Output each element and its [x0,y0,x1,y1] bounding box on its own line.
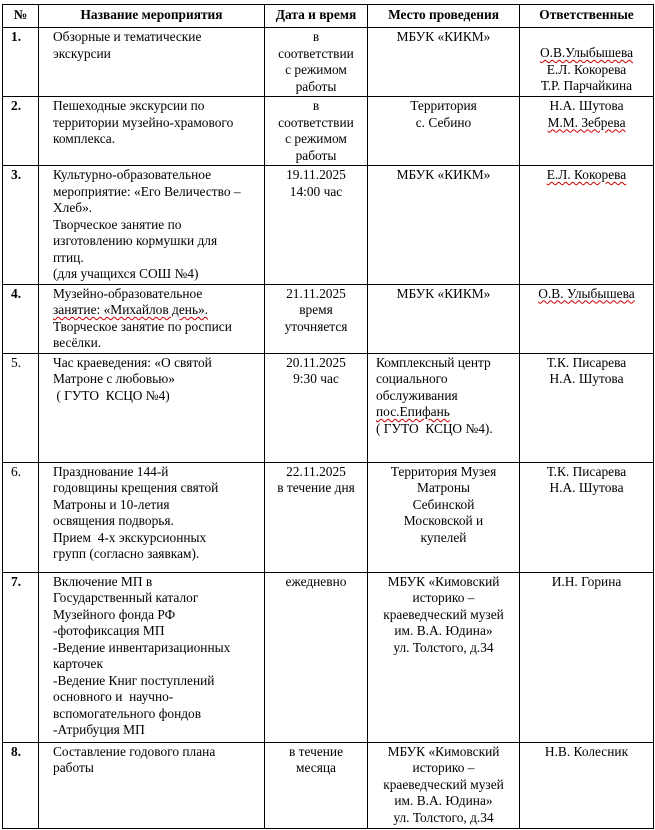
table-row [3,166,654,285]
text-line: в течение [288,743,344,759]
event-responsible [520,97,654,166]
text-line: соответствии [278,114,354,130]
text-line: уточняется [284,318,348,334]
text-line: 9:30 час [293,371,339,386]
text-line: Составление годового плана [53,743,216,759]
event-responsible [520,166,654,285]
text-line: Территория Музея [390,463,497,479]
text-line: занятие: «Михайлов день». [53,302,209,317]
text-line: Музейно-образовательное [53,285,203,301]
text-line: Музейного фонда РФ [53,606,176,622]
text-line: И.Н. Горина [551,573,622,589]
event-place [368,284,520,353]
text-line: Культурно-образовательное [53,167,212,182]
event-place [368,28,520,97]
text-line: Обзорные и тематические [53,29,202,44]
text-line: ( ГУТО КСЦО №4). [376,420,493,436]
text-line: птиц. [53,249,84,265]
text-line: историко – [412,590,475,605]
text-line: (для учащихся СОШ №4) [53,266,199,281]
text-line: месяца [296,760,336,775]
table-row [3,462,654,572]
text-line: Творческое занятие по [53,216,182,232]
text-line: О.В. Улыбышева [538,285,635,301]
row-number: 5. [3,353,39,462]
text-line: Матроны [416,480,471,495]
text-line: Комплексный центр [376,354,491,370]
text-line: работы [295,78,337,94]
header-num: № [3,5,39,28]
event-place [368,462,520,572]
row-number: 4. [3,284,39,353]
event-responsible [520,742,654,828]
text-line: им. В.А. Юдина» [394,623,493,638]
text-line: время [299,302,333,317]
text-line: весёлки. [53,335,102,350]
text-line: Пешеходные экскурсии по [53,98,205,113]
text-line: основного и научно- [53,689,174,704]
text-line: комплекса. [53,131,116,146]
text-line: в течение дня [277,480,355,495]
event-place [368,97,520,166]
text-line: Московской и [403,513,484,528]
event-responsible [520,353,654,462]
text-line: ул. Толстого, д.34 [393,809,494,825]
text-line: Н.А. Шутова [549,98,624,113]
text-line: историко – [412,760,475,775]
text-line: МБУК «КИКМ» [396,285,491,301]
event-name [39,572,265,742]
event-name [39,742,265,828]
text-line: ежедневно [285,573,347,589]
event-date [265,97,368,166]
text-line: -Ведение Книг поступлений [53,672,215,688]
text-line: О.В.Улыбышева [539,45,634,60]
table-row [3,742,654,828]
text-line: пос.Епифань [376,404,450,419]
table-row [3,572,654,742]
event-responsible [520,28,654,97]
event-date [265,284,368,353]
event-responsible [520,572,654,742]
table-row [3,353,654,462]
text-line: Государственный каталог [53,590,199,605]
text-line: работы [295,147,337,163]
event-name [39,166,265,285]
text-line: МБУК «Кимовский [387,743,500,759]
text-line: -фотофиксация МП [53,623,165,638]
row-number: 1. [3,28,39,97]
text-line: МБУК «Кимовский [387,573,500,589]
text-line: Е.Л. Кокорева [546,61,627,77]
text-line: Н.В. Колесник [544,743,629,759]
event-name [39,28,265,97]
text-line: Празднование 144-й [53,463,169,479]
event-name [39,353,265,462]
text-line: Территория [410,98,477,113]
text-line: Е.Л. Кокорева [546,167,627,182]
header-date: Дата и время [265,5,368,28]
text-line: краеведческий музей [383,776,504,792]
text-line: -Атрибуция МП [53,722,145,737]
events-table [2,4,654,829]
event-place [368,742,520,828]
text-line: 20.11.2025 [286,354,346,370]
text-line: с режимом [285,62,347,77]
event-name [39,462,265,572]
text-line: Н.А. Шутова [549,480,624,495]
text-line: Т.Р. Парчайкина [540,78,633,93]
text-line: 22.11.2025 [286,463,346,479]
text-line: экскурсии [53,45,111,61]
event-name [39,284,265,353]
event-responsible [520,284,654,353]
text-line: Матроны и 10-летия [53,496,170,512]
event-place [368,166,520,285]
text-line: -Ведение инвентаризационных [53,639,231,655]
event-date [265,462,368,572]
event-date [265,572,368,742]
text-line: Час краеведения: «О святой [53,354,212,370]
text-line: Матроне с любовью» [53,371,175,386]
text-line: ( ГУТО КСЦО №4) [53,387,170,403]
row-number: 7. [3,572,39,742]
text-line: МБУК «КИКМ» [396,29,491,44]
text-line: Т.К. Писарева [546,354,627,370]
text-line: групп (согласно заявкам). [53,546,200,561]
text-line: в [312,29,320,44]
header-place: Место проведения [368,5,520,28]
text-line: краеведческий музей [383,606,504,622]
text-line: ул. Толстого, д.34 [393,639,494,655]
text-line: им. В.А. Юдина» [394,793,493,808]
text-line: карточек [53,656,103,671]
table-row [3,97,654,166]
header-responsible: Ответственные [520,5,654,28]
header-row [3,5,654,28]
text-line: 21.11.2025 [286,285,346,301]
text-line: МБУК «КИКМ» [396,167,491,182]
text-line: Прием 4-х экскурсионных [53,529,207,545]
text-line: изготовлению кормушки для [53,233,218,248]
row-number: 6. [3,462,39,572]
event-date [265,28,368,97]
table-row [3,284,654,353]
text-line: Себинской [412,496,475,512]
text-line: 14:00 час [289,183,343,199]
text-line: работы [53,760,94,775]
row-number: 2. [3,97,39,166]
text-line: территории музейно-храмового [53,114,234,130]
text-line: вспомогательного фондов [53,705,202,721]
event-date [265,166,368,285]
text-line: Н.А. Шутова [549,371,624,386]
text-line: годовщины крещения святой [53,480,219,495]
text-line: обслуживания [376,387,458,403]
text-line: с. Себино [415,114,472,130]
row-number: 8. [3,742,39,828]
text-line: мероприятие: «Его Величество – [53,183,241,199]
event-date [265,742,368,828]
text-line: освящения подворья. [53,513,174,528]
text-line: М.М. Зебрева [547,114,626,130]
text-line: Творческое занятие по росписи [53,318,232,334]
text-line: Включение МП в [53,573,153,589]
text-line: с режимом [285,131,347,146]
text-line: социального [376,371,448,386]
event-place [368,572,520,742]
event-place [368,353,520,462]
text-line: соответствии [278,45,354,61]
event-date [265,353,368,462]
text-line: в [312,98,320,113]
text-line: Хлеб». [53,200,93,215]
text-line: Т.К. Писарева [546,463,627,479]
text-line: 19.11.2025 [286,167,346,182]
text-line: купелей [420,529,467,545]
header-name: Название мероприятия [39,5,265,28]
event-name [39,97,265,166]
event-responsible [520,462,654,572]
row-number: 3. [3,166,39,285]
table-row [3,28,654,97]
